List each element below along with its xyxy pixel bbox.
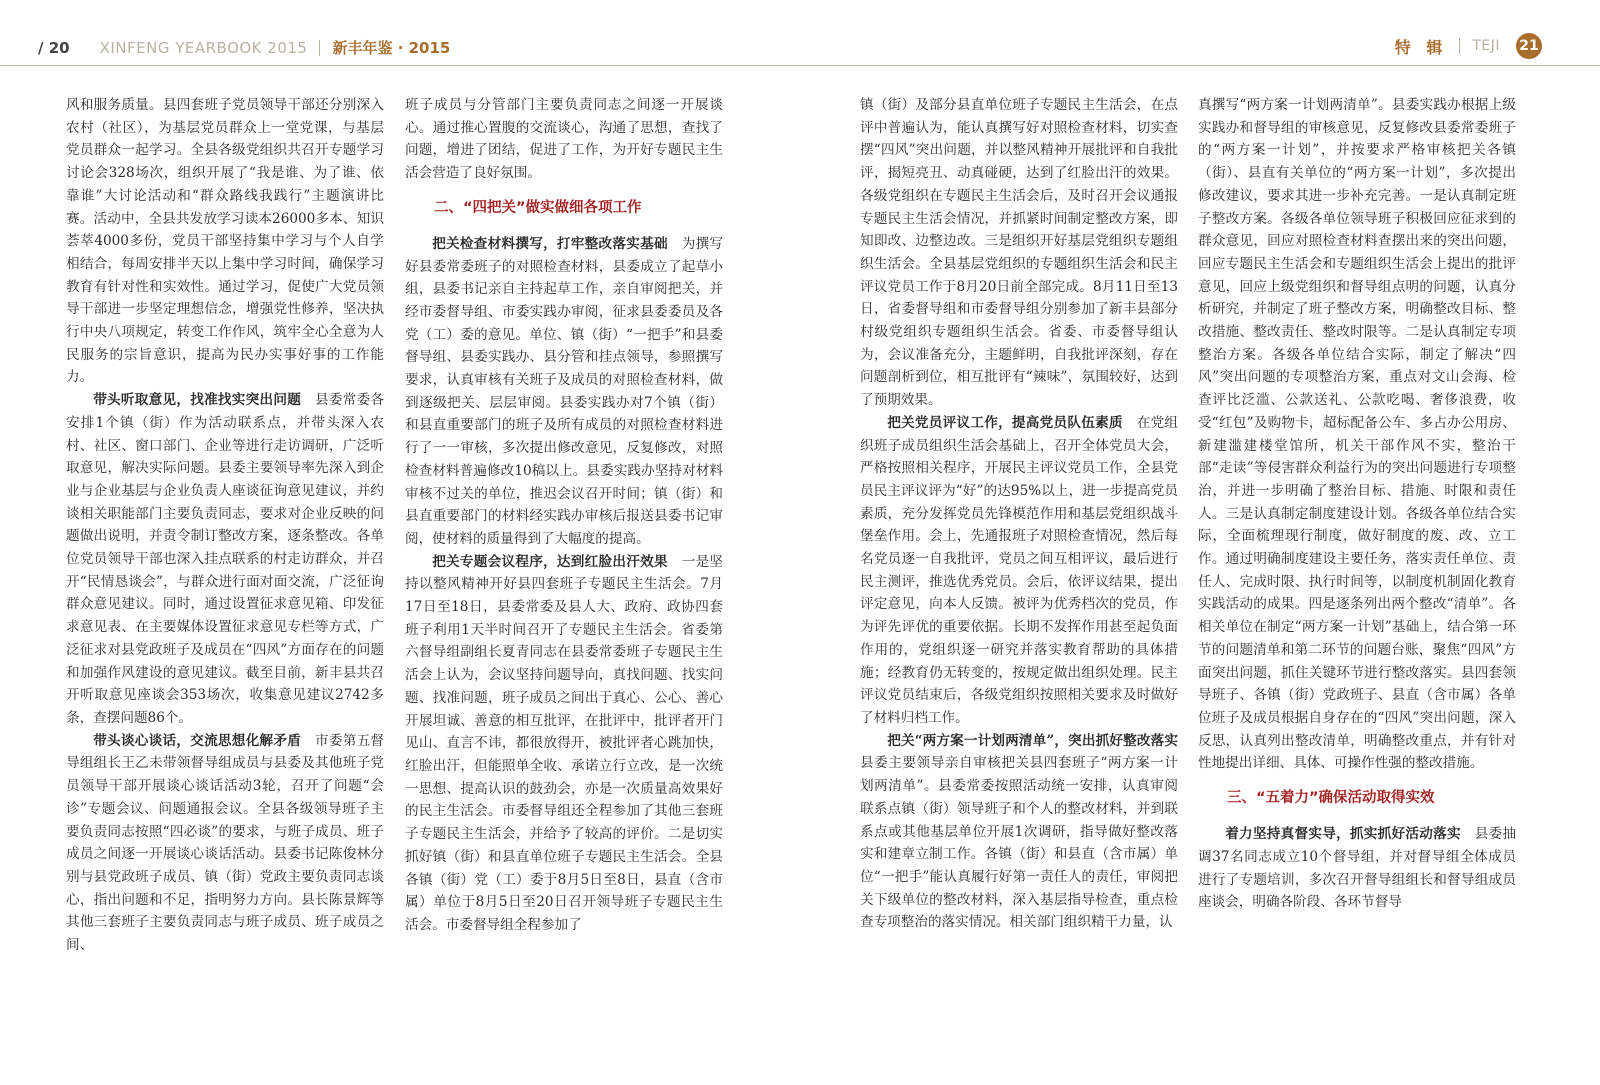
header-divider-right	[1459, 38, 1460, 54]
right-page-number-badge: 21	[1516, 33, 1542, 59]
header-left	[38, 37, 450, 58]
section-title-cn: 特 辑	[1394, 37, 1448, 57]
paragraph-body: 县委常委各安排1个镇（街）作为活动联系点，并带头深入农村、社区、窗口部门、企业等进行走访调研，广泛听取意见，解决实际问题。县委主要领导率先深入到企业与企业基层与企业负责人座谈征询意见建议，并约谈相关职能部门主要负责同志，要求对企业反映的问题做出说明，并责令制订整改方案，逐条整改。各单位党员领导干部也深入挂点联系的村走访群众，并召开“民情恳谈会”，与群众进行面对面交流，广泛征询群众意见建议。同时，通过设置征求意见箱、印发征求意见表、在主要媒体设置征求意见专栏等方式，广泛征求对县党政班子及成员在“四风”方面存在的问题和加强作风建设的意见建议。截至目前，新丰县共召开听取意见座谈会353场次，收集意见建议2742多条，查摆问题86个。	[66, 392, 384, 726]
header-right	[1395, 33, 1542, 59]
paragraph	[66, 730, 384, 957]
section-heading: 三、“五着力”确保活动取得实效	[1227, 790, 1435, 807]
text-column-1	[66, 94, 384, 1014]
paragraph-lead: 把关党员评议工作，提高党员队伍素质	[887, 414, 1123, 431]
paragraph-body: 县委抽调37名同志成立10个督导组，并对督导组全体成员进行了专题培训，多次召开督导组组长和督导组成员座谈会，明确各阶段、各环节督导	[1198, 826, 1516, 911]
paragraph: 班子成员与分管部门主要负责同志之间逐一开展谈心。通过推心置腹的交流谈心，沟通了思想，查找了问题，增进了团结，促进了工作，为开好专题民主生活会营造了良好氛围。	[405, 97, 723, 182]
paragraph-lead: 着力坚持真督实导，抓实抓好活动落实	[1225, 826, 1461, 843]
left-page-number: / 20	[38, 38, 70, 57]
paragraph-lead: 把关专题会议程序，达到红脸出汗效果	[432, 553, 668, 570]
page-header	[0, 0, 1600, 66]
paragraph-lead: 把关检查材料撰写，打牢整改落实基础	[432, 235, 668, 252]
section-title-en: TEJI	[1472, 38, 1500, 54]
paragraph-body: 市委第五督导组组长王乙未带领督导组成员与县委及其他班子党员领导干部开展谈心谈话活动3轮，召开了问题“会诊”专题会议、问题通报会议。全县各级领导班子主要负责同志按照“四必谈”的要求，与班子成员、班子成员之间逐一开展谈心谈话活动。县委书记陈俊林分别与县党政班子成员、镇（街）党政主要负责同志谈心，指出问题和不足，指明努力方向。县长陈景辉等其他三套班子主要负责同志与班子成员、班子成员之间、	[66, 732, 384, 954]
paragraph-lead: 把关“两方案一计划两清单”，突出抓好整改落实	[887, 732, 1178, 749]
text-column-3	[860, 94, 1178, 1014]
paragraph	[1198, 823, 1516, 914]
paragraph	[860, 412, 1178, 730]
paragraph: 真撰写“两方案一计划两清单”。县委实践办根据上级实践办和督导组的审核意见，反复修改县委常委班子的“两方案一计划”，并按要求严格审核把关各镇（街）、县直有关单位的“两方案一计划”，多次提出修改建议，要求其进一步补充完善。一是认真制定班子整改方案。各级各单位领导班子积极回应征求到的群众意见，回应对照检查材料查摆出来的突出问题，回应专题民主生活会和专题组织生活会上提出的批评意见，回应上级党组织和督导组点明的问题，认真分析研究，并制定了班子整改方案，明确整改目标、整改措施、整改责任、整改时限等。二是认真制定专项整治方案。各级各单位结合实际，制定了解决“四风”突出问题的专项整治方案，重点对文山会海、检查评比泛滥、公款送礼、公款吃喝、奢侈浪费，收受“红包”及购物卡，超标配备公车、多占办公用房、新建滥建楼堂馆所，机关干部作风不实，整治干部“走读”等侵害群众利益行为的突出问题进行专项整治，并进一步明确了整治目标、措施、时限和责任人。三是认真制定制度建设计划。各级各单位结合实际，全面梳理现行制度，做好制度的废、改、立工作。通过明确制度建设主要任务，落实责任单位、责任人、完成时限、执行时间等，以制度机制固化教育实践活动的成果。四是逐条列出两个整改“清单”。各相关单位在制定“两方案一计划”基础上，结合第一环节的问题清单和第二环节的问题台账，聚焦“四风”方面突出问题，抓住关键环节进行整改落实。县四套领导班子、各镇（街）党政班子、县直（含市属）各单位班子及成员根据自身存在的“四风”突出问题，深入反思，认真列出整改清单，明确整改重点，并有针对性地提出详细、具体、可操作性强的整改措施。	[1198, 97, 1516, 772]
section-heading: 二、“四把关”做实做细各项工作	[434, 199, 642, 216]
paragraph	[66, 389, 384, 730]
paragraph: 风和服务质量。县四套班子党员领导干部还分别深入农村（社区），为基层党员群众上一堂党课，与基层党员群众一起学习。全县各级党组织共召开专题学习讨论会328场次，组织开展了“我是谁、为了谁、依靠谁”大讨论活动和“群众路线我践行”主题演讲比赛。活动中，全县共发放学习读本26000多本、知识荟萃4000多份，党员干部坚持集中学习与个人自学相结合，每周安排半天以上集中学习时间，确保学习教育有针对性和实效性。通过学习，促使广大党员领导干部进一步坚定理想信念，增强党性修养，坚决执行中央八项规定，转变工作作风，筑牢全心全意为人民服务的宗旨意识，提高为民办实事好事的工作能力。	[66, 97, 384, 386]
yearbook-title-cn: 新丰年鉴 · 2015	[332, 39, 451, 57]
yearbook-title-en: XINFENG YEARBOOK 2015	[99, 38, 308, 57]
header-rule	[0, 65, 1600, 66]
paragraph	[405, 233, 723, 551]
text-column-4	[1198, 94, 1516, 1014]
paragraph-body: 为撰写好县委常委班子的对照检查材料，县委成立了起草小组，县委书记亲自主持起草工作，亲自审阅把关，并经市委督导组、市委实践办审阅，征求县委委员及各党（工）委的意见。单位、镇（街）“一把手”和县委督导组、县委实践办、县分管和挂点领导，参照撰写要求，认真审核有关班子及成员的对照检查材料，做到逐级把关、层层审阅。县委实践办对7个镇（街）和县直重要部门的班子及所有成员的对照检查材料进行了一一审核，多次提出修改意见，反复修改，对照检查材料普遍修改10稿以上。县委实践办坚持对材料审核不过关的单位，推迟会议召开时间；镇（街）和县直重要部门的材料经实践办审核后报送县委书记审阅，使材料的质量得到了大幅度的提高。	[405, 235, 723, 547]
paragraph-body: 一是坚持以整风精神开好县四套班子专题民主生活会。7月17日至18日，县委常委及县人大、政府、政协四套班子利用1天半时间召开了专题民主生活会。省委第六督导组副组长夏青同志在县委常委班子专题民主生活会上认为，会议坚持问题导向，真找问题、找实问题、找准问题，班子成员之间出于真心、公心、善心开展坦诚、善意的相互批评，在批评中，批评者开门见山、直言不讳，都很放得开，被批评者心跳加快，红脸出汗，但能照单全收、承诺立行立改，是一次统一思想、提高认识的鼓劲会，亦是一次质量高效果好的民主生活会。市委督导组还全程参加了其他三套班子专题民主生活会，并给予了较高的评价。二是切实抓好镇（街）和县直单位班子专题民主生活会。全县各镇（街）党（工）委于8月5日至8日，县直（含市属）单位于8月5日至20日召开领导班子专题民主生活会。市委督导组全程参加了	[405, 553, 723, 933]
text-column-2	[405, 94, 723, 1014]
paragraph-lead: 带头谈心谈话，交流思想化解矛盾	[93, 732, 302, 749]
paragraph-body: 县委主要领导亲自审核把关县四套班子“两方案一计划两清单”。县委常委按照活动统一安排，认真审阅联系点镇（街）领导班子和个人的整改材料，并到联系点或其他基层单位开展1次调研，指导做好整改落实和建章立制工作。各镇（街）和县直（含市属）单位“一把手”能认真履行好第一责任人的责任，审阅把关下级单位的整改材料，深入基层指导检查，重点检查专项整治的落实情况。相关部门组织精干力量，认	[860, 755, 1178, 931]
paragraph	[860, 730, 1178, 934]
paragraph-lead: 带头听取意见，找准找实突出问题	[93, 392, 302, 409]
paragraph	[405, 551, 723, 937]
paragraph: 镇（街）及部分县直单位班子专题民主生活会，在点评中普遍认为，能认真撰写好对照检查材料，切实查摆“四风”突出问题，并以整风精神开展批评和自我批评，揭短亮丑、动真碰硬，达到了红脸出汗的效果。各级党组织在专题民主生活会后，及时召开会议通报专题民主生活会情况，并抓紧时间制定整改方案，即知即改、边整边改。三是组织开好基层党组织专题组织生活会。全县基层党组织的专题组织生活会和民主评议党员工作于8月20日前全部完成。8月11日至13日，省委督导组和市委督导组分别参加了新丰县部分村级党组织专题组织生活会。省委、市委督导组认为，会议准备充分，主题鲜明，自我批评深刻，存在问题剖析到位，相互批评有“辣味”，氛围较好，达到了预期效果。	[860, 97, 1178, 409]
paragraph-body: 在党组织班子成员组织生活会基础上，召开全体党员大会，严格按照相关程序，开展民主评议党员工作，全县党员民主评议评为“好”的达95%以上，进一步提高党员素质，充分发挥党员先锋模范作用和基层党组织战斗堡垒作用。会上，先通报班子对照检查情况，然后每名党员逐一自我批评，党员之间互相评议，最后进行民主测评，推选优秀党员。会后，依评议结果，提出评定意见，向本人反馈。被评为优秀档次的党员，作为评先评优的重要依据。长期不发挥作用甚至起负面作用的，党组织逐一研究并落实教育帮助的具体措施；经教育仍无转变的，按规定做出组织处理。民主评议党员结束后，各级党组织按照相关要求及时做好了材料归档工作。	[860, 414, 1178, 726]
header-divider	[319, 40, 320, 56]
